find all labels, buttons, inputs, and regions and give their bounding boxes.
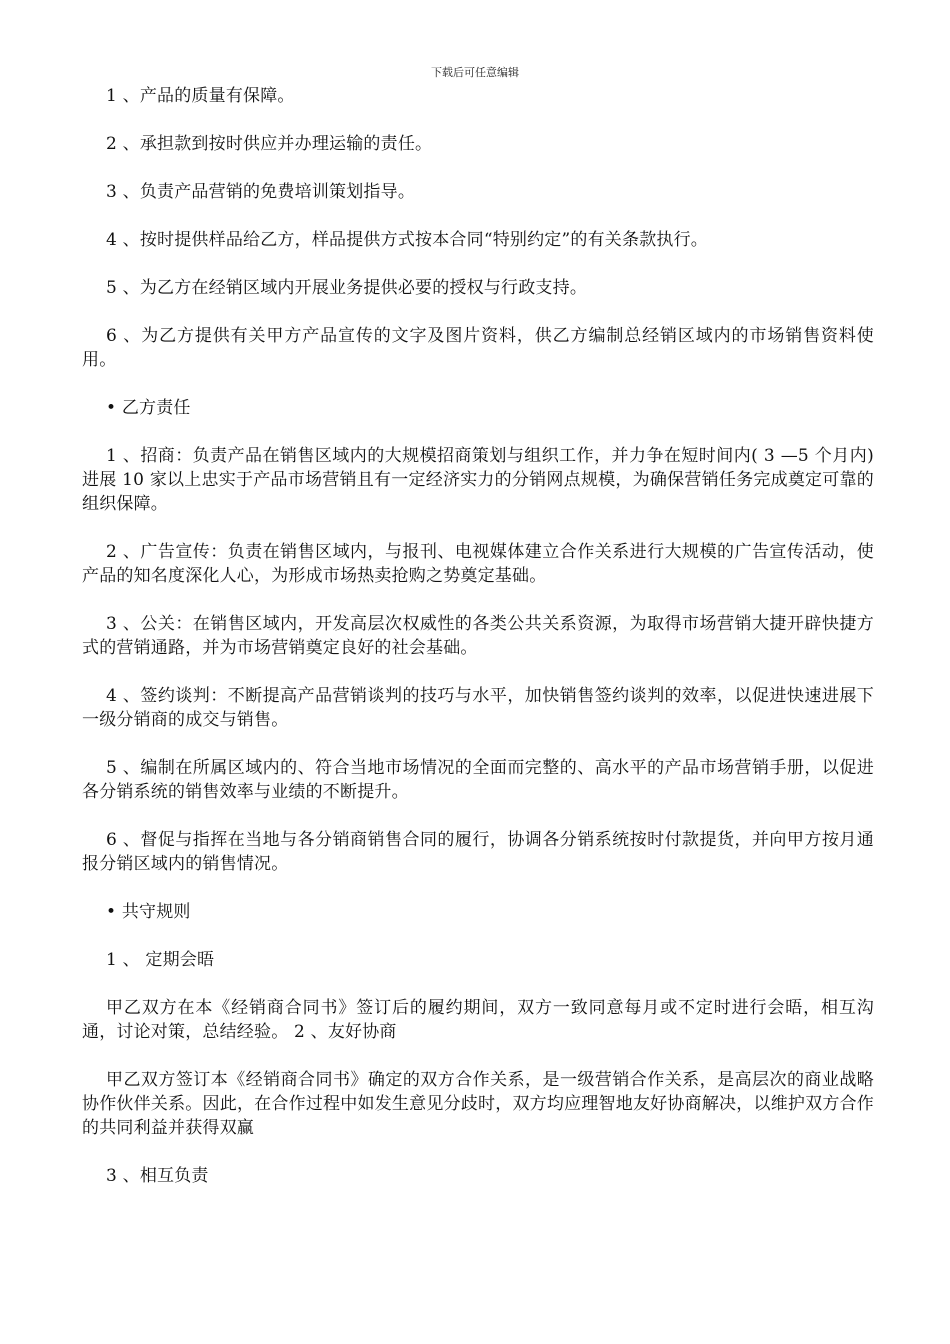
page-header-note: 下载后可任意编辑	[431, 66, 519, 79]
paragraph-1: 1 、产品的质量有保障。	[106, 86, 295, 106]
paragraph-2: 2 、承担款到按时供应并办理运输的责任。	[106, 134, 433, 154]
paragraph-b5: 5 、编制在所属区域内的、符合当地市场情况的全面而完整的、高水平的产品市场营销手册，以促进各分销系统的销售效率与业绩的不断提升。	[82, 758, 874, 802]
paragraph-3: 3 、负责产品营销的免费培训策划指导。	[106, 182, 416, 202]
paragraph-b6: 6 、督促与指挥在当地与各分销商销售合同的履行，协调各分销系统按时付款提货，并向甲方按月通报分销区域内的销售情况。	[82, 830, 874, 874]
paragraph-b3: 3 、公关：在销售区域内，开发高层次权威性的各类公共关系资源，为取得市场营销大捷开辟快捷方式的营销通路，并为市场营销奠定良好的社会基础。	[82, 614, 874, 658]
paragraph-r1-body: 甲乙双方在本《经销商合同书》签订后的履约期间，双方一致同意每月或不定时进行会晤，相互沟通，讨论对策，总结经验。 2 、友好协商	[82, 998, 874, 1042]
paragraph-6: 6 、为乙方提供有关甲方产品宣传的文字及图片资料，供乙方编制总经销区域内的市场销售资料使用。	[82, 326, 874, 370]
paragraph-b1: 1 、招商：负责产品在销售区域内的大规模招商策划与组织工作，并力争在短时间内( 3 —5 个月内)进展 10 家以上忠实于产品市场营销且有一定经济实力的分销网点规模，为确保营销任务完成奠定可靠的组织保障。	[82, 446, 874, 514]
paragraph-r3: 3 、相互负责	[106, 1166, 209, 1186]
paragraph-4: 4 、按时提供样品给乙方，样品提供方式按本合同“特别约定”的有关条款执行。	[106, 230, 708, 250]
section-heading-shared-rules: • 共守规则	[106, 902, 191, 922]
paragraph-b2: 2 、广告宣传：负责在销售区域内，与报刊、电视媒体建立合作关系进行大规模的广告宣传活动，使产品的知名度深化人心，为形成市场热卖抢购之势奠定基础。	[82, 542, 874, 586]
paragraph-b4: 4 、签约谈判：不断提高产品营销谈判的技巧与水平，加快销售签约谈判的效率，以促进快速进展下一级分销商的成交与销售。	[82, 686, 874, 730]
paragraph-r2-body: 甲乙双方签订本《经销商合同书》确定的双方合作关系，是一级营销合作关系，是高层次的商业战略协作伙伴关系。因此，在合作过程中如发生意见分歧时，双方均应理智地友好协商解决，以维护双方合作的共同利益并获得双赢	[82, 1070, 874, 1138]
paragraph-5: 5 、为乙方在经销区域内开展业务提供必要的授权与行政支持。	[106, 278, 588, 298]
section-heading-party-b: • 乙方责任	[106, 398, 191, 418]
paragraph-r1: 1 、 定期会晤	[106, 950, 215, 970]
document-body	[82, 84, 874, 1212]
